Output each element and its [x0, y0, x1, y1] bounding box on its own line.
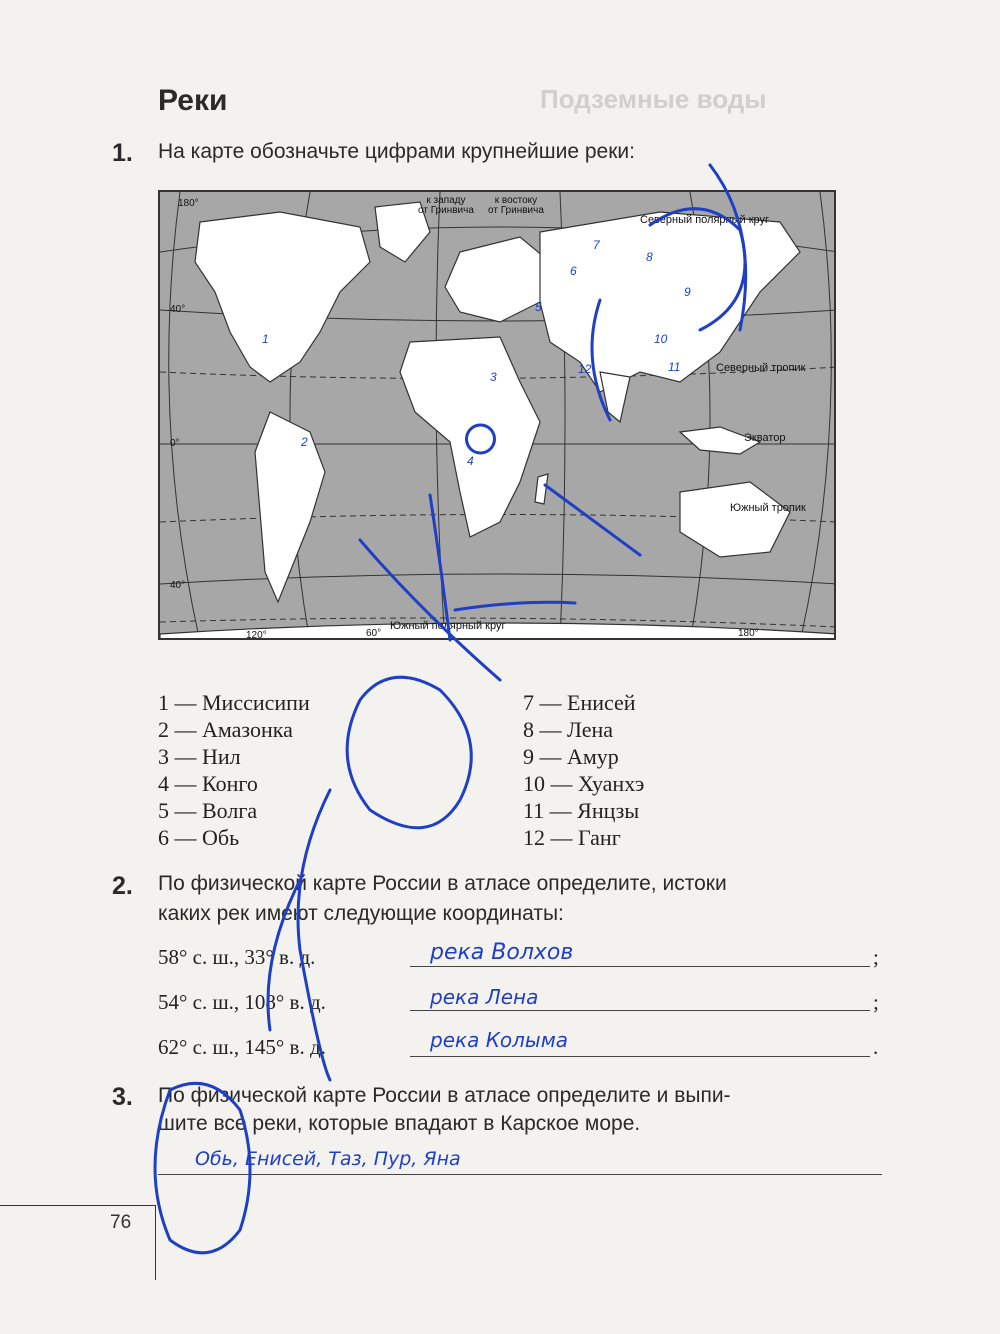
coord-2: 54° с. ш., 108° в. д. [158, 990, 326, 1014]
antarctic-circle-label: Южный полярный круг [390, 620, 506, 632]
lat-0-label: 0° [170, 438, 180, 449]
river-item: 9 — Амур [523, 744, 619, 769]
row-end-2: ; [873, 990, 879, 1014]
map-number-9: 9 [684, 285, 691, 299]
world-map [158, 190, 836, 640]
map-number-8: 8 [646, 250, 653, 264]
rivers-list-left [158, 689, 310, 851]
map-number-3: 3 [490, 370, 497, 384]
page-corner-line [0, 1205, 155, 1206]
page-number: 76 [110, 1212, 132, 1233]
river-item: 11 — Янцзы [523, 798, 640, 823]
answer-line [410, 1056, 870, 1057]
river-item: 4 — Конго [158, 771, 258, 796]
map-number-6: 6 [570, 264, 577, 278]
river-item: 12 — Ганг [523, 825, 621, 850]
map-number-5: 5 [535, 300, 542, 314]
answer-1: река Волхов [430, 940, 574, 965]
map-number-12: 12 [578, 362, 592, 376]
river-item: 3 — Нил [158, 744, 241, 769]
answer-line [410, 966, 870, 967]
river-item: 8 — Лена [523, 717, 614, 742]
section-title: Реки [158, 84, 228, 117]
east-of-greenwich-label: к востоку от Гринвича [488, 195, 544, 216]
lat-40n-label: 40° [170, 304, 186, 315]
page-margin-line [155, 1205, 156, 1280]
task2-number: 2. [112, 872, 133, 900]
map-number-2: 2 [301, 435, 308, 449]
map-number-7: 7 [593, 238, 600, 252]
task3-text-line1: По физической карте России в атласе определите и выпи- [158, 1084, 731, 1107]
answer-2: река Лена [430, 985, 539, 1009]
tropic-south-label: Южный тропик [730, 502, 806, 514]
equator-label: Экватор [744, 432, 786, 444]
lon-120-label: 120° [246, 630, 267, 640]
coord-3: 62° с. ш., 145° в. д. [158, 1035, 326, 1059]
map-number-1: 1 [262, 332, 269, 346]
task2-text-line1: По физической карте России в атласе определите, истоки [158, 872, 727, 895]
task2-text-line2: каких рек имеют следующие координаты: [158, 902, 564, 925]
row-end-3: . [873, 1035, 879, 1059]
answer-3: река Колыма [430, 1028, 569, 1052]
answer-line [410, 1010, 870, 1011]
map-number-10: 10 [654, 332, 668, 346]
bleed-through-text: Подземные воды [540, 84, 767, 114]
map-graphic [160, 192, 836, 640]
task3-text-line2: шите все реки, которые впадают в Карское море. [158, 1112, 641, 1135]
coord-1: 58° с. ш., 33° в. д. [158, 945, 316, 969]
row-end-1: ; [873, 945, 879, 969]
lon-180-label: 180° [178, 198, 199, 209]
task1-text: На карте обозначьте цифрами крупнейшие реки: [158, 140, 635, 163]
lon-180-bottom-label: 180° [738, 628, 759, 639]
river-item: 2 — Амазонка [158, 717, 293, 742]
rivers-list-right [523, 689, 644, 851]
map-number-11: 11 [668, 360, 681, 374]
lon-60-label: 60° [366, 628, 382, 639]
arctic-circle-label: Северный полярный круг [640, 214, 770, 226]
task3-answer: Обь, Енисей, Таз, Пур, Яна [195, 1148, 461, 1170]
task3-number: 3. [112, 1083, 133, 1111]
answer-line [158, 1174, 882, 1175]
river-item: 6 — Обь [158, 825, 240, 850]
task1-number: 1. [112, 139, 133, 167]
river-item: 1 — Миссисипи [158, 690, 310, 715]
west-of-greenwich-label: к западу от Гринвича [418, 195, 474, 216]
river-item: 10 — Хуанхэ [523, 771, 645, 796]
map-number-4: 4 [467, 454, 474, 468]
river-item: 5 — Волга [158, 798, 258, 823]
tropic-north-label: Северный тропик [716, 362, 806, 374]
lat-40s-label: 40° [170, 580, 186, 591]
river-item: 7 — Енисей [523, 690, 636, 715]
